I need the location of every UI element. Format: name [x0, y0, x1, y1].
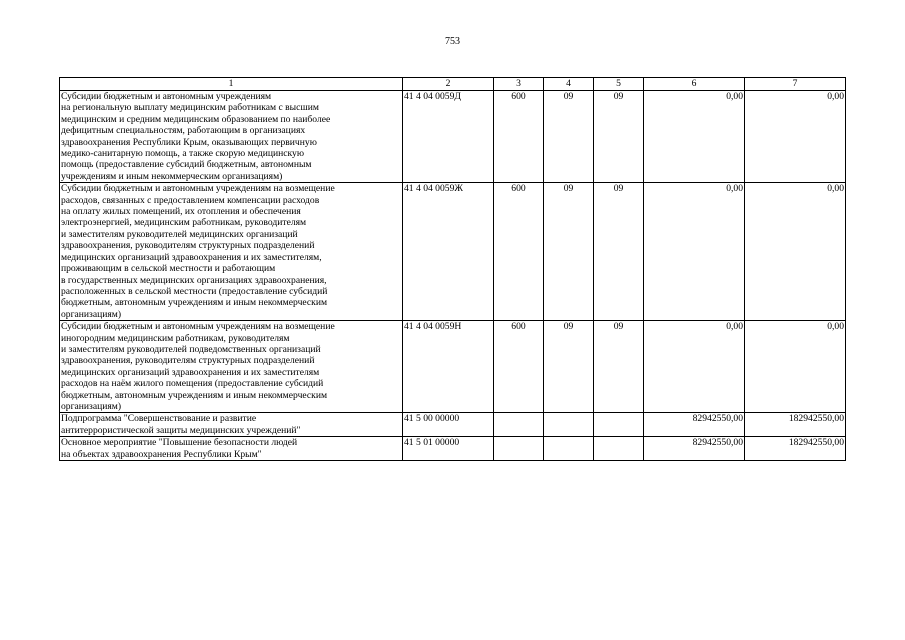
table-row: [60, 91, 846, 183]
row-col5: 09: [594, 321, 644, 413]
row-col7: 0,00: [745, 321, 846, 413]
column-header-7: 7: [745, 78, 846, 91]
row-col7: 0,00: [745, 183, 846, 321]
header-row: [60, 78, 846, 91]
row-col4: 09: [544, 183, 594, 321]
row-col3: 600: [494, 183, 544, 321]
row-col7: 0,00: [745, 91, 846, 183]
row-code: 41 5 01 00000: [403, 437, 494, 461]
row-col3: [494, 413, 544, 437]
row-col3: 600: [494, 91, 544, 183]
row-col5: 09: [594, 183, 644, 321]
row-col3: [494, 437, 544, 461]
row-description: Субсидии бюджетным и автономным учреждениям на региональную выплату медицинским работникам с высшим медицинским и средним медицинским образованием по наиболее дефицитным специальностям, работающим в организациях здравоохранения Республики Крым, оказывающих первичную медико-санитарную помощь, а также скорую медицинскую помощь (предоставление субсидий бюджетным, автономным учреждениям и иным некоммерческим организациям): [60, 91, 403, 183]
row-col6: 0,00: [644, 91, 745, 183]
table-row: [60, 437, 846, 461]
row-description: Субсидии бюджетным и автономным учреждениям на возмещение расходов, связанных с предоставлением компенсации расходов на оплату жилых помещений, их отопления и обеспечения электроэнергией, медицинским работникам, руководителям и заместителям руководителей медицинских организаций здравоохранения, руководителям структурных подразделений медицинских организаций здравоохранения и их заместителям, проживающим в сельской местности и работающим в государственных медицинских организациях здравоохранения, расположенных в сельской местности (предоставление субсидий бюджетным, автономным учреждениям и иным некоммерческим организациям): [60, 183, 403, 321]
row-description: Основное мероприятие "Повышение безопасности людей на объектах здравоохранения Республики Крым": [60, 437, 403, 461]
row-col6: 0,00: [644, 183, 745, 321]
row-col7: 182942550,00: [745, 437, 846, 461]
row-code: 41 5 00 00000: [403, 413, 494, 437]
row-col3: 600: [494, 321, 544, 413]
row-col6: 0,00: [644, 321, 745, 413]
table-row: [60, 183, 846, 321]
row-col6: 82942550,00: [644, 413, 745, 437]
table-row: [60, 413, 846, 437]
budget-table: [59, 77, 846, 461]
column-header-6: 6: [644, 78, 745, 91]
column-header-4: 4: [544, 78, 594, 91]
column-header-1: 1: [60, 78, 403, 91]
row-col4: [544, 437, 594, 461]
row-code: 41 4 04 0059Н: [403, 321, 494, 413]
row-description: Подпрограмма "Совершенствование и развитие антитеррористической защиты медицинских учреждений": [60, 413, 403, 437]
row-col4: 09: [544, 91, 594, 183]
row-col5: [594, 437, 644, 461]
row-code: 41 4 04 0059Ж: [403, 183, 494, 321]
row-col7: 182942550,00: [745, 413, 846, 437]
column-header-3: 3: [494, 78, 544, 91]
column-header-2: 2: [403, 78, 494, 91]
row-col4: [544, 413, 594, 437]
row-description: Субсидии бюджетным и автономным учреждениям на возмещение иногородним медицинским работникам, руководителям и заместителям руководителей подведомственных организаций здравоохранения, руководителям структурных подразделений медицинских организаций здравоохранения и их заместителям расходов на наём жилого помещения (предоставление субсидий бюджетным, автономным учреждениям и иным некоммерческим организациям): [60, 321, 403, 413]
table-row: [60, 321, 846, 413]
row-col5: 09: [594, 91, 644, 183]
row-col5: [594, 413, 644, 437]
row-col4: 09: [544, 321, 594, 413]
row-code: 41 4 04 0059Д: [403, 91, 494, 183]
column-header-5: 5: [594, 78, 644, 91]
row-col6: 82942550,00: [644, 437, 745, 461]
page-number: 753: [445, 36, 460, 47]
